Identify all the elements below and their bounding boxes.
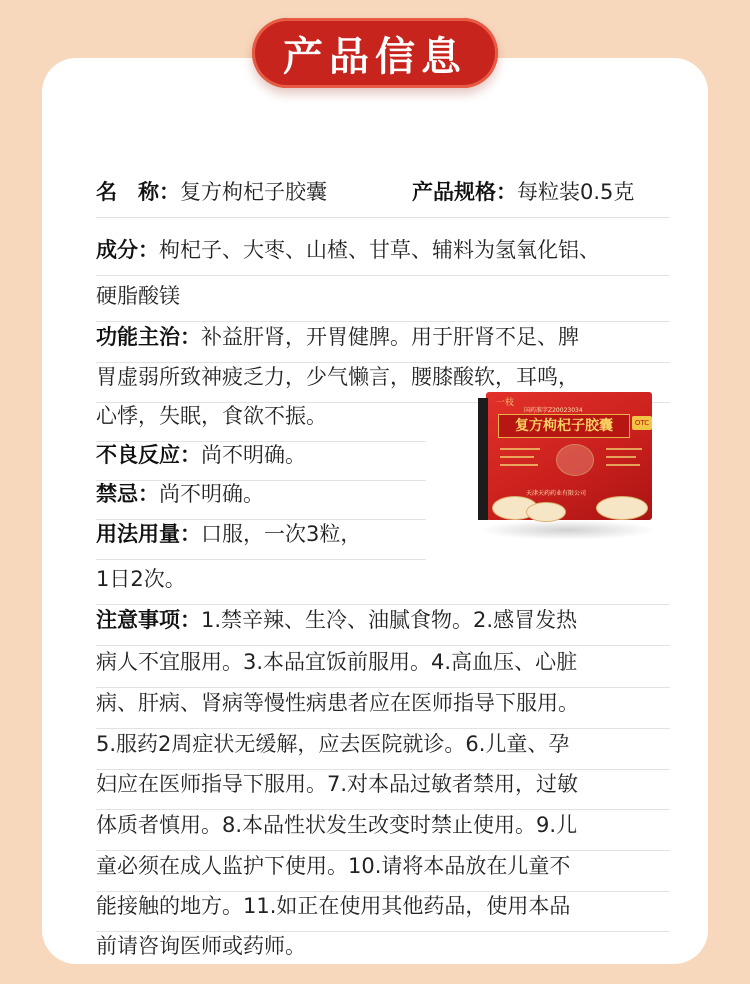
ingredients-row — [96, 226, 670, 276]
product-shadow — [478, 520, 656, 540]
name-label: 名 称： — [96, 180, 180, 204]
ingredients-line2: 硬脂酸镁 — [96, 284, 180, 308]
function-line1: 补益肝肾，开胃健脾。用于肝肾不足、脾 — [201, 325, 579, 349]
notes-line2: 病人不宜服用。3.本品宜饭前服用。4.高血压、心脏 — [96, 650, 578, 674]
usage-line1: 口服，一次3粒， — [201, 522, 362, 546]
cloud-decoration — [556, 444, 594, 476]
function-label: 功能主治： — [96, 325, 201, 349]
cloud-decoration — [596, 496, 648, 520]
product-box-name: 复方枸杞子胶囊 — [498, 414, 630, 438]
contraindications-value: 尚不明确。 — [159, 482, 264, 506]
spec-field — [412, 168, 634, 217]
notes-line3: 病、肝病、肾病等慢性病患者应在医师指导下服用。 — [96, 691, 579, 715]
page-title: 产品信息 — [252, 18, 498, 88]
product-box-side — [478, 398, 488, 520]
otc-badge: OTC — [632, 416, 652, 430]
notes-label: 注意事项： — [96, 608, 201, 632]
function-line2: 胃虚弱所致神疲乏力，少气懒言，腰膝酸软，耳鸣， — [96, 365, 579, 389]
product-reg-number: 国药准字Z20023034 — [524, 407, 583, 414]
notes-line6: 体质者慎用。8.本品性状发生改变时禁止使用。9.儿 — [96, 813, 578, 837]
spec-label: 产品规格： — [412, 180, 517, 204]
notes-line1: 1.禁辛辣、生冷、油腻食物。2.感冒发热 — [201, 608, 578, 632]
notes-line8: 能接触的地方。11.如正在使用其他药品，使用本品 — [96, 894, 571, 918]
cloud-decoration — [526, 502, 566, 522]
notes-line4: 5.服药2周症状无缓解，应去医院就诊。6.儿童、孕 — [96, 732, 570, 756]
adverse-label: 不良反应： — [96, 443, 201, 467]
ingredients-label: 成分： — [96, 238, 159, 262]
notes-line9: 前请咨询医师或药师。 — [96, 934, 306, 958]
usage-row — [96, 510, 426, 560]
contraindications-label: 禁忌： — [96, 482, 159, 506]
product-box-image — [478, 392, 656, 532]
product-box-front — [486, 392, 652, 520]
adverse-value: 尚不明确。 — [201, 443, 306, 467]
usage-label: 用法用量： — [96, 522, 201, 546]
name-value: 复方枸杞子胶囊 — [180, 180, 327, 204]
spec-value: 每粒装0.5克 — [517, 180, 635, 204]
notes-line7: 童必须在成人监护下使用。10.请将本品放在儿童不 — [96, 854, 571, 878]
product-manufacturer: 天津天药药业有限公司 — [526, 490, 587, 497]
notes-line5: 妇应在医师指导下服用。7.对本品过敏者禁用，过敏 — [96, 772, 579, 796]
notes-row-9 — [96, 922, 670, 971]
name-row — [96, 168, 670, 218]
function-line3: 心悸，失眠，食欲不振。 — [96, 404, 327, 428]
usage-line2: 1日2次。 — [96, 567, 186, 591]
product-brand-logo: 一枝 — [496, 398, 515, 408]
ingredients-line1: 枸杞子、大枣、山楂、甘草、辅料为氢氧化铝、 — [159, 238, 600, 262]
